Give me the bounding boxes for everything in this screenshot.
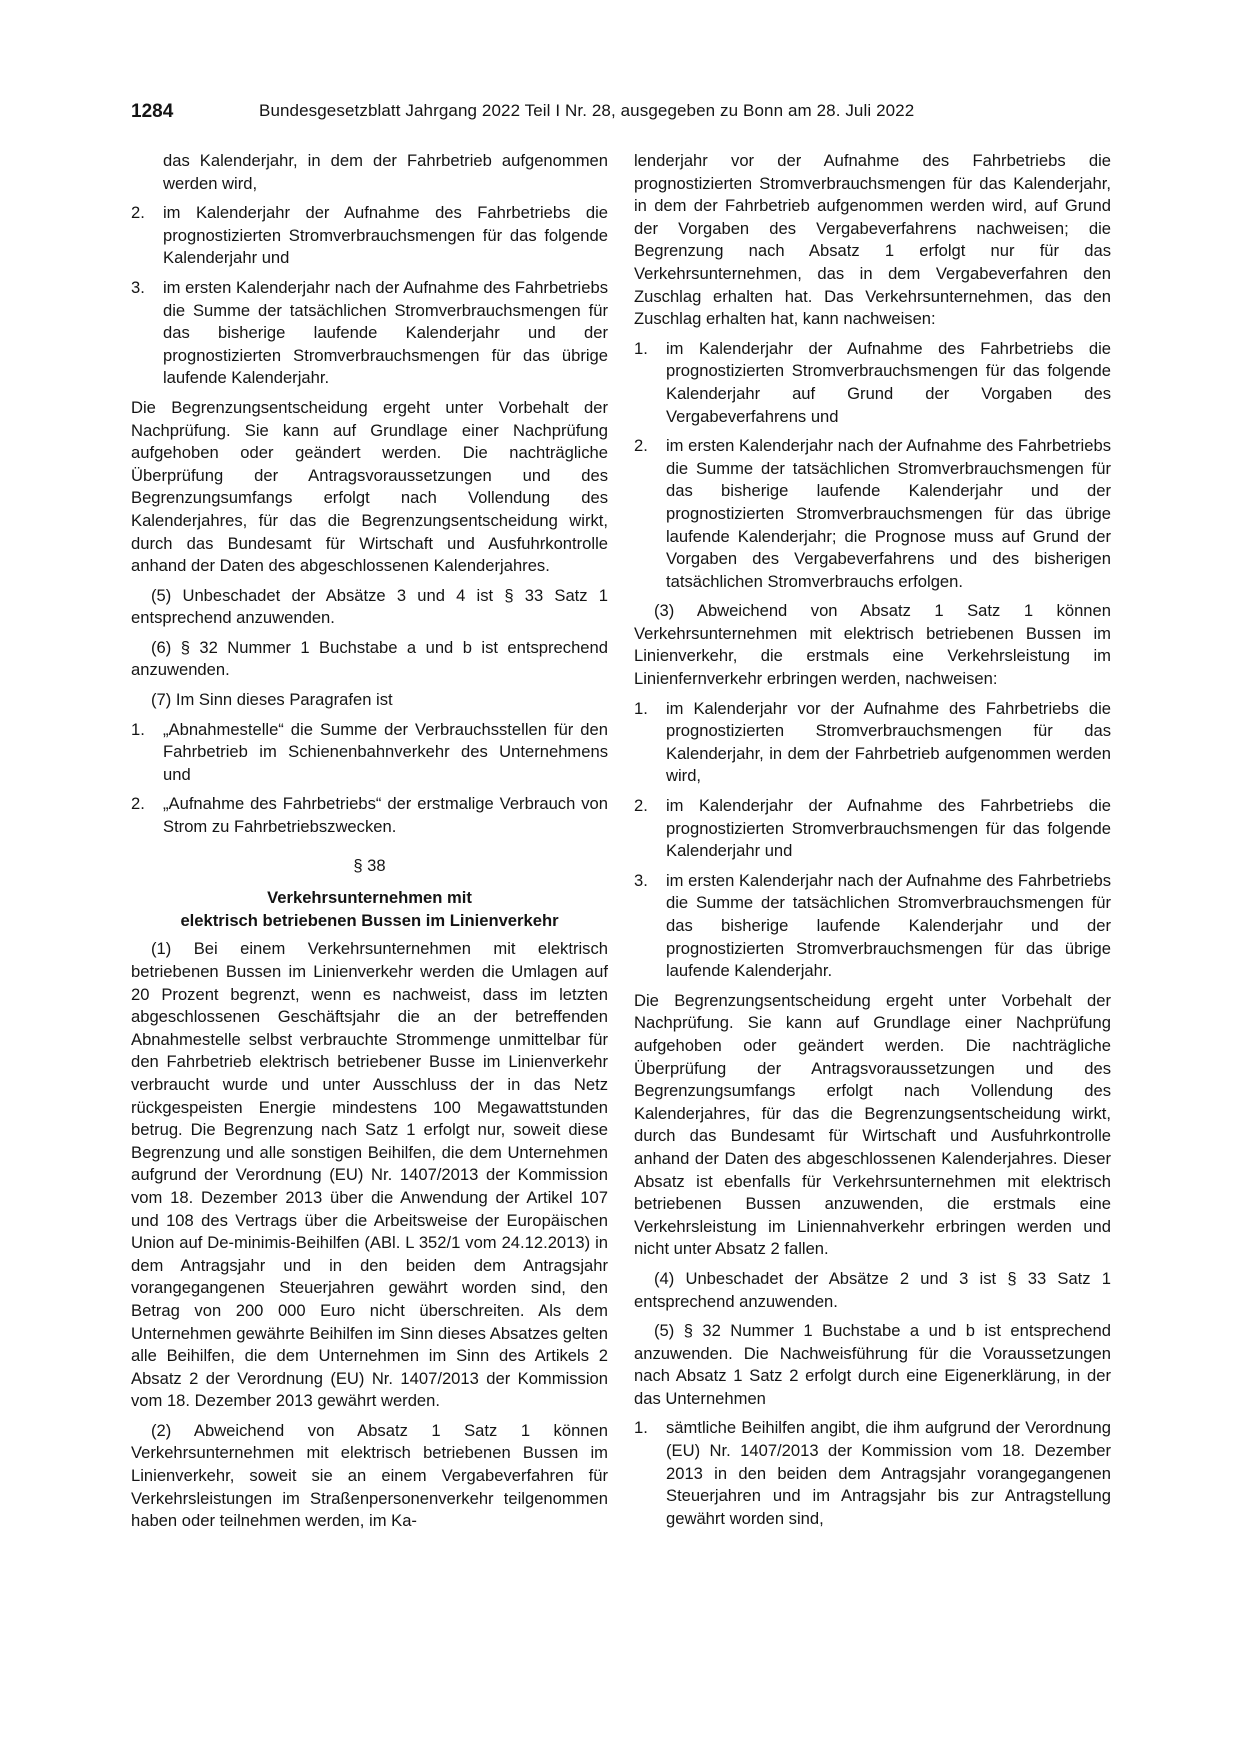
paragraph-absatz-7: (7) Im Sinn dieses Paragrafen ist [151, 690, 393, 710]
section-title [131, 887, 608, 932]
list-item-text: im ersten Kalenderjahr nach der Aufnahme des Fahrbetriebs die Summe der tatsächlichen Stromverbrauchsmengen für das bisherige laufende Kalenderjahr und der prognostizierten Stromverbrauchsmengen für das übrige laufende Kalenderjahr. [666, 870, 1111, 981]
paragraph-absatz-1: (1) Bei einem Verkehrsunternehmen mit elektrisch betriebenen Bussen im Linienverkehr werden die Umlagen auf 20 Prozent begrenzt, wenn es nachweist, dass im letzten abgeschlossenen Geschäftsjahr die an der betreffenden Abnahmestelle selbst verbrauchte Strommenge unmittelbar für den Fahrbetrieb elektrisch betriebener Busse im Linienverkehr verbraucht wurde und unter Ausschluss der in das Netz rückgespeisten Energie mindestens 100 Megawattstunden betrug. Die Begrenzung nach Satz 1 erfolgt nur, soweit diese Begrenzung und alle sonstigen Beihilfen, die dem Unternehmen aufgrund der Verordnung (EU) Nr. 1407/2013 der Kommission vom 18. Dezember 2013 über die Anwendung der Artikel 107 und 108 des Vertrags über die Arbeitsweise der Europäischen Union auf De-minimis-Beihilfen (ABl. L 352/1 vom 24.12.2013) in dem Antragsjahr und in den beiden dem Antragsjahr vorangegangenen Steuerjahren gewährt worden sind, den Betrag von 200 000 Euro nicht überschreiten. Als dem Unternehmen gewährte Beihilfen im Sinn dieses Absatzes gelten alle Beihilfen, die dem Unternehmen im Sinn des Artikels 2 Absatz 2 der Verordnung (EU) Nr. 1407/2013 der Kommission vom 18. Dezember 2013 gewährt werden. [131, 939, 608, 1411]
list-item-number: 2. [634, 796, 648, 816]
list-item [634, 795, 1111, 863]
list-item-text: im Kalenderjahr vor der Aufnahme des Fahrbetriebs die prognostizierten Stromverbrauchsmengen für das Kalenderjahr, in dem der Fahrbetrieb aufgenommen werden wird, [666, 698, 1111, 786]
list-item-text: „Aufnahme des Fahrbetriebs“ der erstmalige Verbrauch von Strom zu Fahrbetriebszwecken. [163, 794, 608, 837]
list-item-text: im ersten Kalenderjahr nach der Aufnahme des Fahrbetriebs die Summe der tatsächlichen Stromverbrauchsmengen für das bisherige laufende Kalenderjahr und der prognostizierten Stromverbrauchsmengen für das übrige laufende Kalenderjahr; die Prognose muss auf Grund der Vorgaben des Vergabeverfahrens und des bisherigen tatsächlichen Stromverbrauchs erfolgen. [666, 436, 1111, 591]
paragraph-absatz-5: (5) § 32 Nummer 1 Buchstabe a und b ist entsprechend anzuwenden. Die Nachweisführung für die Voraussetzungen nach Absatz 1 Satz 2 erfolgt durch eine Eigenerklärung, in der das Unternehmen [634, 1321, 1111, 1408]
paragraph-begrenzungsentscheidung: Die Begrenzungsentscheidung ergeht unter Vorbehalt der Nachprüfung. Sie kann auf Grundlage einer Nachprüfung aufgehoben oder geändert werden. Die nachträgliche Überprüfung der Antragsvoraussetzungen und des Begrenzungsumfangs erfolgt nach Vollendung des Kalenderjahres, für das die Begrenzungsentscheidung wirkt, durch das Bundesamt für Wirtschaft und Ausfuhrkontrolle anhand der Daten des abgeschlossenen Kalenderjahres. [131, 397, 608, 576]
list-item [131, 202, 608, 270]
list-item-text: im ersten Kalenderjahr nach der Aufnahme des Fahrbetriebs die Summe der tatsächlichen Stromverbrauchsmengen für das bisherige laufende Kalenderjahr und der prognostizierten Stromverbrauchsmengen für das übrige laufende Kalenderjahr. [163, 277, 608, 388]
paragraph-absatz-5: (5) Unbeschadet der Absätze 3 und 4 ist § 33 Satz 1 entsprechend anzuwenden. [131, 585, 608, 628]
continued-item-text: das Kalenderjahr, in dem der Fahrbetrieb aufgenommen werden wird, [163, 151, 608, 193]
right-column [634, 150, 1111, 1537]
paragraph-begrenzungsentscheidung: Die Begrenzungsentscheidung ergeht unter Vorbehalt der Nachprüfung. Sie kann auf Grundlage einer Nachprüfung aufgehoben oder geändert werden. Die nachträgliche Überprüfung der Antragsvoraussetzungen und des Begrenzungsumfangs erfolgt nach Vollendung des Kalenderjahres, für das die Begrenzungsentscheidung wirkt, durch das Bundesamt für Wirtschaft und Ausfuhrkontrolle anhand der Daten des abgeschlossenen Kalenderjahres. Dieser Absatz ist ebenfalls für Verkehrsunternehmen mit elektrisch betriebenen Bussen anzuwenden, die erstmals eine Verkehrsleistung im Liniennahverkehr erbringen werden und nicht unter Absatz 2 fallen. [634, 990, 1111, 1259]
list-item [131, 277, 608, 390]
list-item-text: „Abnahmestelle“ die Summe der Verbrauchsstellen für den Fahrbetrieb im Schienenbahnverkehr des Unternehmens und [163, 719, 608, 784]
list-item [131, 719, 608, 787]
list-item [634, 698, 1111, 788]
list-item-text: im Kalenderjahr der Aufnahme des Fahrbetriebs die prognostizierten Stromverbrauchsmengen für das folgende Kalenderjahr und [163, 203, 608, 268]
page-header [131, 101, 1111, 127]
section-title-line: elektrisch betriebenen Bussen im Linienverkehr [180, 910, 559, 930]
paragraph-absatz-3: (3) Abweichend von Absatz 1 Satz 1 können Verkehrsunternehmen mit elektrisch betriebenen Bussen im Linienverkehr, die erstmals eine Verkehrsleistung im Linienfernverkehr erbringen werden, nachweisen: [634, 601, 1111, 689]
section-title-line: Verkehrsunternehmen mit [267, 888, 472, 908]
list-item [634, 870, 1111, 983]
list-item-text: im Kalenderjahr der Aufnahme des Fahrbetriebs die prognostizierten Stromverbrauchsmengen für das folgende Kalenderjahr und [666, 796, 1111, 861]
list-item-number: 1. [634, 698, 648, 718]
list-item-text: im Kalenderjahr der Aufnahme des Fahrbetriebs die prognostizierten Stromverbrauchsmengen für das folgende Kalenderjahr auf Grund der Vorgaben des Vergabeverfahrens und [666, 338, 1111, 426]
gazette-title: Bundesgesetzblatt Jahrgang 2022 Teil I Nr. 28, ausgegeben zu Bonn am 28. Juli 2022 [259, 101, 915, 120]
list-item [634, 1417, 1111, 1530]
list-item-number: 1. [131, 719, 145, 739]
page-number: 1284 [131, 101, 174, 122]
list-item-number: 2. [131, 794, 145, 814]
list-item [634, 338, 1111, 428]
paragraph-absatz-6: (6) § 32 Nummer 1 Buchstabe a und b ist entsprechend anzuwenden. [131, 637, 608, 680]
paragraph-absatz-2: (2) Abweichend von Absatz 1 Satz 1 können Verkehrsunternehmen mit elektrisch betriebenen Bussen im Linienverkehr, soweit sie an einem Vergabeverfahren für Verkehrsleistungen im Straßenpersonenverkehr teilgenommen haben oder teilnehmen werden, im Ka- [131, 1420, 608, 1531]
list-item-number: 2. [634, 436, 648, 456]
paragraph-continued: lenderjahr vor der Aufnahme des Fahrbetriebs die prognostizierten Stromverbrauchsmengen für das Kalenderjahr, in dem der Fahrbetrieb aufgenommen werden wird, auf Grund der Vorgaben des Vergabeverfahrens nachweisen; die Begrenzung nach Absatz 1 erfolgt nur für das Verkehrsunternehmen, das in dem Vergabeverfahren den Zuschlag erhalten hat. Das Verkehrsunternehmen, das den Zuschlag erhalten hat, kann nachweisen: [634, 151, 1111, 329]
list-item-number: 1. [634, 1418, 648, 1438]
left-column [131, 150, 608, 1540]
paragraph-absatz-4: (4) Unbeschadet der Absätze 2 und 3 ist § 33 Satz 1 entsprechend anzuwenden. [634, 1268, 1111, 1311]
list-item-number: 3. [131, 277, 145, 297]
list-item-text: sämtliche Beihilfen angibt, die ihm aufgrund der Verordnung (EU) Nr. 1407/2013 der Kommission vom 18. Dezember 2013 in den beiden dem Antragsjahr vorangegangenen Steuerjahren und im Antragsjahr bis zur Antragstellung gewährt worden sind, [666, 1418, 1111, 1528]
section-number: § 38 [353, 855, 386, 875]
list-item-number: 2. [131, 203, 145, 223]
list-item-number: 1. [634, 338, 648, 358]
list-item-number: 3. [634, 870, 648, 890]
list-item [634, 435, 1111, 593]
list-item [131, 793, 608, 838]
